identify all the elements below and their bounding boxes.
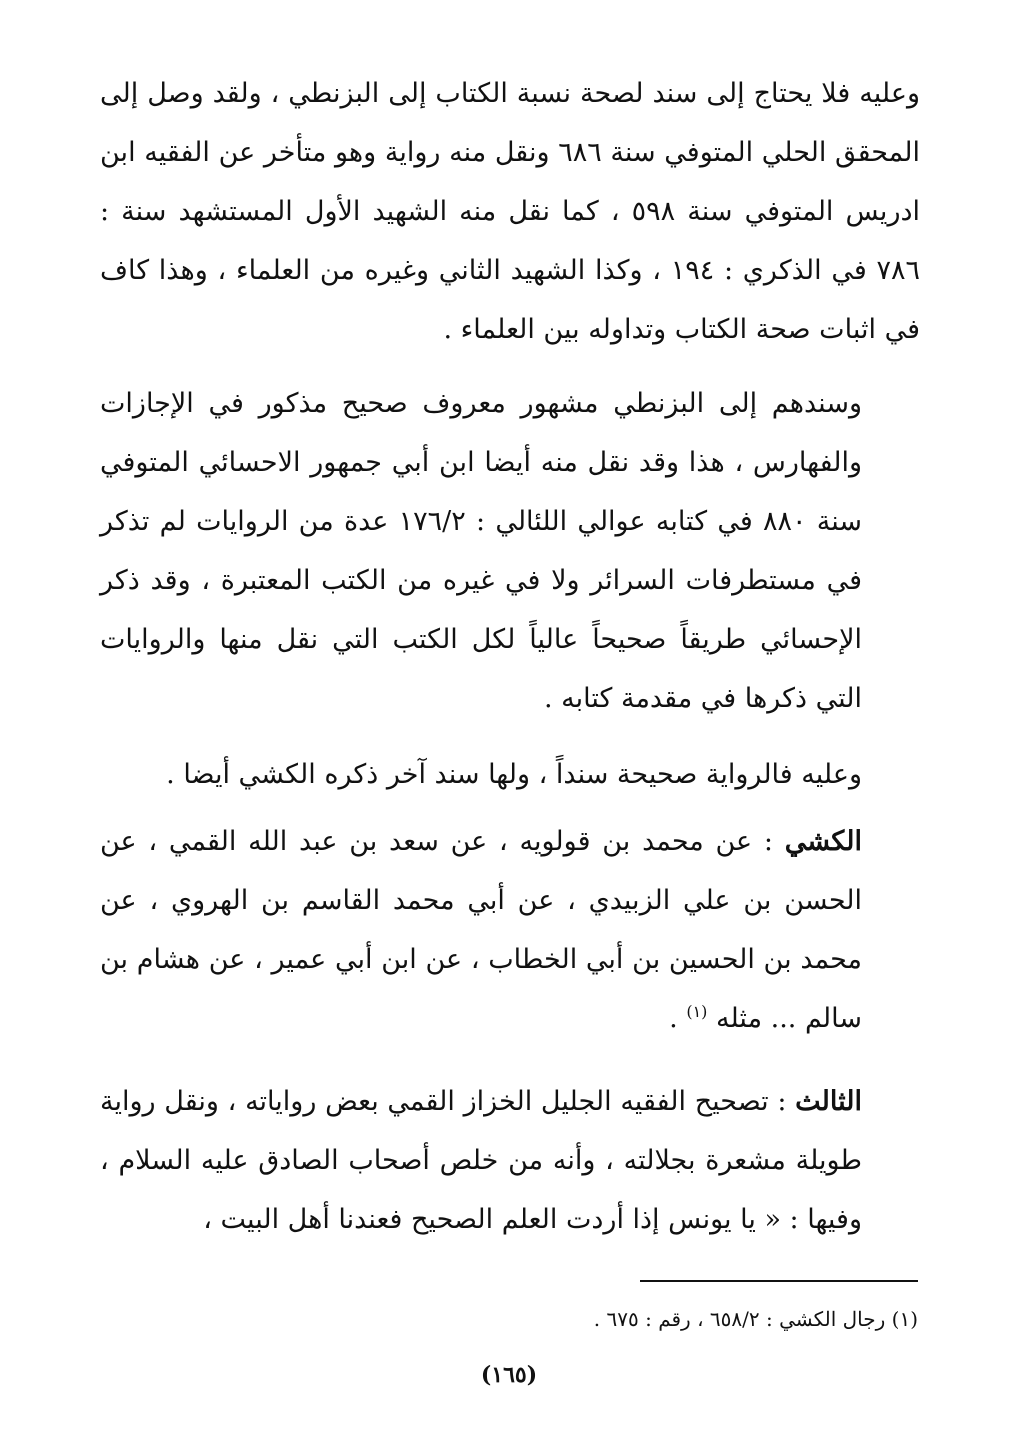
page-number: (١٦٥) xyxy=(480,1362,538,1388)
footnote-reference: (١) xyxy=(686,1002,708,1021)
paragraph-4-label: الكشي xyxy=(784,826,862,857)
paragraph-1: وعليه فلا يحتاج إلى سند لصحة نسبة الكتاب إلى البزنطي ، ولقد وصل إلى المحقق الحلي المتوفي سنة ٦٨٦ ونقل منه رواية وهو متأخر عن الفقيه ابن ادريس المتوفي سنة ٥٩٨ ، كما نقل منه الشهيد الأول المستشهد سنة : ٧٨٦ في الذكري : ١٩٤ ، وكذا الشهيد الثاني وغيره من العلماء ، وهذا كاف في اثبات صحة الكتاب وتداوله بين العلماء . xyxy=(100,78,921,345)
footnote-divider xyxy=(640,1280,918,1282)
paragraph-3: وعليه فالرواية صحيحة سنداً ، ولها سند آخر ذكره الكشي أيضا . xyxy=(166,759,862,790)
paragraph-5-text: : تصحيح الفقيه الجليل الخزاز القمي بعض رواياته ، ونقل رواية طويلة مشعرة بجلالته ، وأنه من خلص أصحاب الصادق عليه السلام ، وفيها : « يا يونس إذا أردت العلم الصحيح فعندنا أهل البيت ، xyxy=(100,1086,862,1235)
paragraph-5 xyxy=(100,1072,920,1249)
paragraph-2: وسندهم إلى البزنطي مشهور معروف صحيح مذكور في الإجازات والفهارس ، هذا وقد نقل منه أيضا ابن أبي جمهور الاحسائي المتوفي سنة ٨٨٠ في كتابه عوالي اللئالي : ١٧٦/٢ عدة من الروايات لم تذكر في مستطرفات السرائر ولا في غيره من الكتب المعتبرة ، وقد ذكر الإحسائي طريقاً صحيحاً عالياً لكل الكتب التي نقل منها والروايات التي ذكرها في مقدمة كتابه . xyxy=(100,388,862,714)
paragraph-4 xyxy=(100,812,920,1048)
paragraph-5-label: الثالث xyxy=(795,1086,862,1117)
paragraph-4-text: : عن محمد بن قولويه ، عن سعد بن عبد الله القمي ، عن الحسن بن علي الزبيدي ، عن أبي محمد القاسم بن الهروي ، عن محمد بن الحسين بن أبي الخطاب ، عن ابن أبي عمير ، عن هشام بن سالم ... مثله xyxy=(100,826,862,1034)
footnote: (١) رجال الكشي : ٦٥٨/٢ ، رقم : ٦٧٥ . xyxy=(593,1307,918,1331)
paragraph-4-end: . xyxy=(669,1003,687,1034)
